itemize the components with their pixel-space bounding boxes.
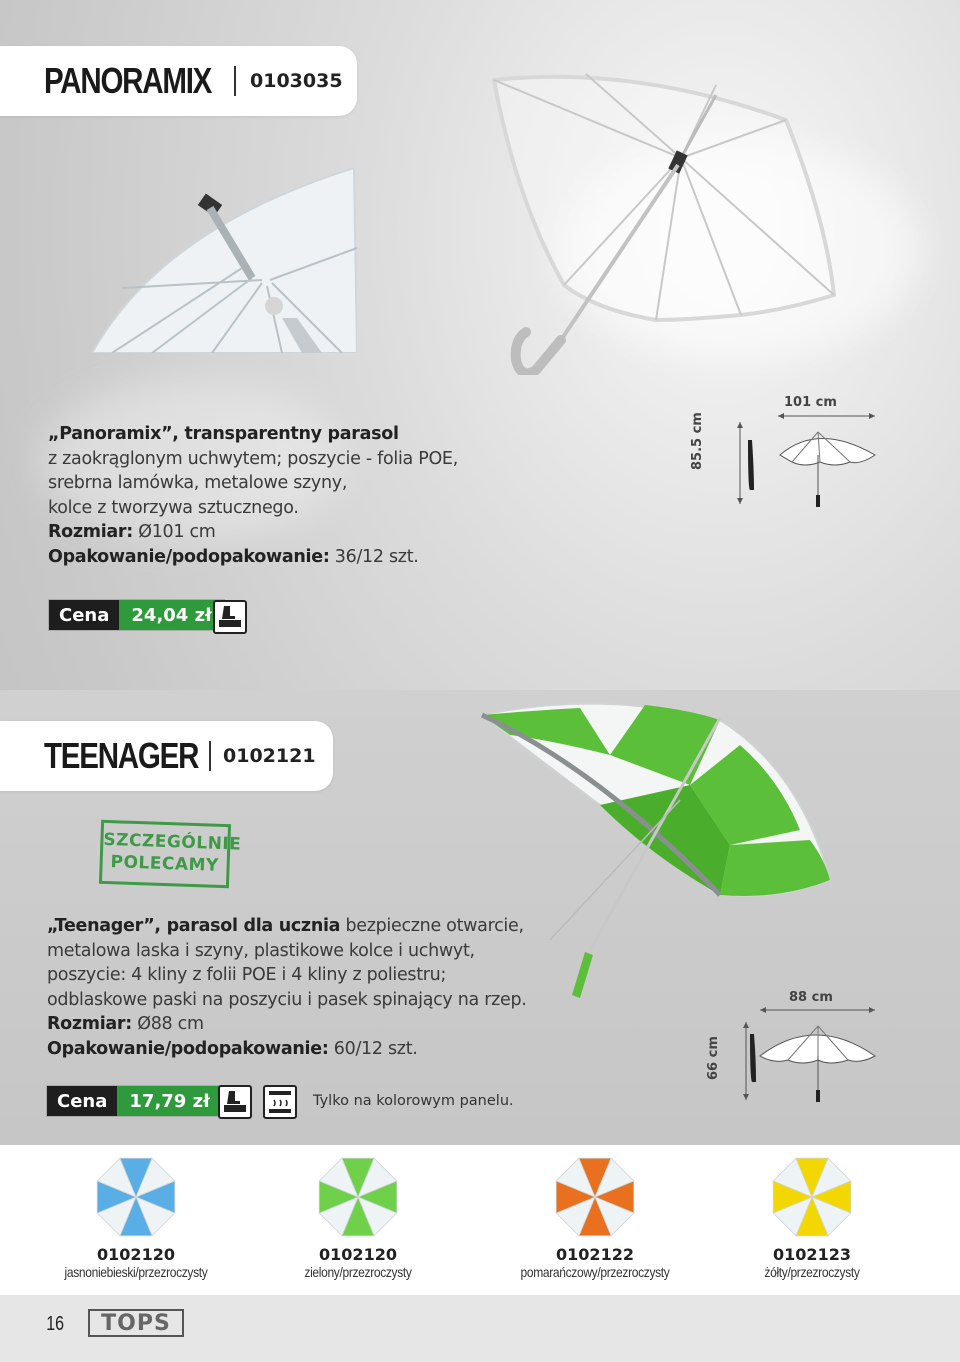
dimension-width-label: 101 cm [784, 395, 837, 410]
size-line [47, 1012, 547, 1037]
description-line: poszycie: 4 kliny z folii POE i 4 kliny z poliestru; [47, 965, 447, 986]
size-value: Ø88 cm [137, 1014, 204, 1035]
pad-print-icon [218, 1085, 252, 1119]
dimension-height-label: 66 cm [706, 1036, 721, 1080]
panoramix-detail-image [92, 168, 357, 353]
variant-item [505, 1245, 685, 1280]
description-line: odblaskowe paski na poszyciu i pasek spinający na rzep. [47, 989, 527, 1010]
teenager-dimension-diagram [730, 1004, 880, 1104]
description-line: z zaokrąglonym uchwytem; poszycie - folia POE, [48, 448, 458, 469]
price-value: 24,04 zł [119, 600, 223, 630]
stamp-line: SZCZEGÓLNIE [103, 829, 242, 855]
title-separator [234, 66, 236, 96]
price-label: Cena [49, 600, 119, 630]
product-code: 0102121 [223, 745, 316, 767]
description-lead-line [47, 914, 547, 939]
description-lead: „Panoramix”, transparentny parasol [48, 424, 399, 444]
description-line: srebrna lamówka, metalowe szyny, [48, 473, 348, 494]
dimension-height-label: 85.5 cm [690, 412, 705, 470]
price-label: Cena [47, 1086, 117, 1116]
product-name: PANORAMIX [44, 60, 212, 101]
teenager-price [47, 1086, 222, 1116]
size-label: Rozmiar: [48, 522, 133, 543]
recommended-stamp [99, 820, 242, 888]
variant-umbrella-icon [767, 1152, 857, 1242]
stamp-line: POLECAMY [110, 852, 220, 876]
print-note: Tylko na kolorowym panelu. [313, 1093, 514, 1109]
panoramix-price [49, 600, 224, 630]
packaging-label: Opakowanie/podopakowanie: [48, 546, 330, 567]
description-line: metalowa laska i szyny, plastikowe kolce i uchwyt, [47, 940, 475, 961]
heat-transfer-icon [263, 1085, 297, 1119]
variant-item [46, 1245, 226, 1280]
size-value: Ø101 cm [138, 522, 216, 543]
description-lead: „Teenager”, parasol dla ucznia [47, 916, 341, 936]
packaging-label: Opakowanie/podopakowanie: [47, 1038, 329, 1059]
product-title-teenager [0, 721, 333, 791]
teenager-description [47, 914, 547, 1062]
panoramix-dimension-diagram [730, 410, 880, 510]
variant-code: 0102122 [556, 1245, 634, 1264]
packaging-value: 60/12 szt. [333, 1038, 418, 1059]
variant-item [268, 1245, 448, 1280]
title-separator [209, 741, 211, 771]
variant-color-name: jasnoniebieski/przezroczysty [64, 1264, 208, 1280]
variant-color-name: zielony/przezroczysty [304, 1264, 412, 1280]
page-number: 16 [46, 1313, 65, 1335]
variant-code: 0102120 [97, 1245, 175, 1264]
variant-umbrella-icon [91, 1152, 181, 1242]
product-name: TEENAGER [44, 735, 199, 776]
product-code: 0103035 [250, 70, 343, 92]
variant-umbrella-icon [550, 1152, 640, 1242]
dimension-width-label: 88 cm [789, 990, 833, 1005]
variant-color-name: pomarańczowy/przezroczysty [520, 1264, 670, 1280]
panoramix-main-image [486, 70, 846, 375]
size-label: Rozmiar: [47, 1014, 132, 1035]
variant-code: 0102123 [773, 1245, 851, 1264]
variant-item [722, 1245, 902, 1280]
panoramix-description [48, 422, 478, 570]
description-lead-rest: bezpieczne otwarcie, [340, 916, 524, 936]
brand-logo: TOPS [88, 1309, 184, 1337]
price-value: 17,79 zł [117, 1086, 221, 1116]
size-line [48, 520, 478, 545]
packaging-value: 36/12 szt. [334, 546, 419, 567]
packaging-line [47, 1037, 547, 1062]
pad-print-icon [213, 600, 247, 634]
product-title-panoramix [0, 46, 357, 116]
variant-umbrella-icon [313, 1152, 403, 1242]
variant-color-name: żółty/przezroczysty [764, 1264, 860, 1280]
description-line: kolce z tworzywa sztucznego. [48, 497, 299, 518]
variant-code: 0102120 [319, 1245, 397, 1264]
packaging-line [48, 545, 478, 570]
